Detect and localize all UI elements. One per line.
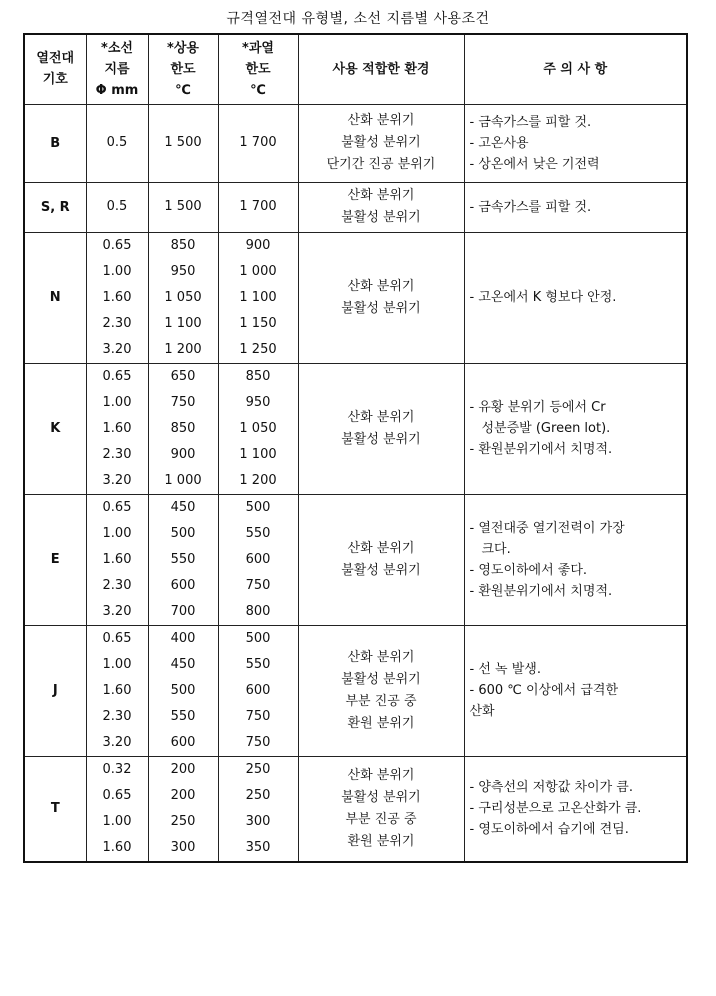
cell-line: 3.20 — [102, 734, 132, 750]
note-line: - 600 ℃ 이상에서 급격한 — [469, 683, 619, 698]
cell-line: 2.30 — [102, 446, 132, 462]
cell-line: 500 — [170, 682, 196, 698]
notes-cell — [464, 104, 687, 182]
cell-line: 1.00 — [102, 813, 132, 829]
over-limit-cell — [218, 232, 298, 363]
diameter-cell — [86, 756, 148, 862]
cell-line: 1 700 — [239, 135, 277, 150]
cell-line: 1 100 — [239, 289, 277, 305]
environment-cell — [298, 756, 464, 862]
cell-line: 1.60 — [102, 839, 132, 855]
cell-line: 850 — [245, 368, 271, 384]
document-title: 규격열전대 유형별, 소선 지름별 사용조건 — [226, 11, 490, 27]
environment-cell — [298, 104, 464, 182]
cell-line: 1.00 — [102, 525, 132, 541]
header-over-limit: *과열 한도 ℃ — [218, 34, 298, 104]
cell-line: 500 — [245, 630, 271, 646]
cell-line: 1.60 — [102, 682, 132, 698]
table-row — [24, 232, 687, 363]
cell-line: 950 — [245, 394, 271, 410]
cell-line: 900 — [170, 446, 196, 462]
cell-line: 0.65 — [102, 630, 132, 646]
diameter-cell — [86, 182, 148, 232]
cell-line: 불활성 분위기 — [341, 562, 421, 578]
environment-cell — [298, 625, 464, 756]
symbol-cell: T — [24, 756, 86, 862]
normal-limit-cell — [148, 363, 218, 494]
cell-line: 500 — [245, 499, 271, 515]
note-line: - 영도이하에서 습기에 견딤. — [469, 822, 629, 837]
note-line: - 금속가스를 피할 것. — [469, 114, 592, 130]
table-row — [24, 494, 687, 625]
cell-line: 750 — [245, 734, 271, 750]
cell-line: 불활성 분위기 — [341, 431, 421, 447]
cell-line: 산화 분위기 — [347, 278, 415, 294]
cell-line: 불활성 분위기 — [341, 300, 421, 316]
cell-line: 0.65 — [102, 787, 132, 803]
cell-line: 600 — [245, 682, 271, 698]
normal-limit-cell — [148, 182, 218, 232]
note-line: 크다. — [481, 541, 511, 557]
note-line: 성분증발 (Green lot). — [481, 421, 611, 436]
cell-line: 650 — [170, 368, 196, 384]
cell-line: 1 500 — [164, 135, 202, 150]
cell-line: 300 — [245, 813, 271, 829]
cell-line: 950 — [170, 263, 196, 279]
header-environment: 사용 적합한 환경 — [298, 34, 464, 104]
cell-line: 1 050 — [239, 420, 277, 436]
cell-line: 산화 분위기 — [347, 540, 415, 556]
over-limit-cell — [218, 104, 298, 182]
cell-line: 600 — [170, 577, 196, 593]
over-limit-cell — [218, 756, 298, 862]
cell-line: 300 — [170, 839, 196, 855]
cell-line: 500 — [170, 525, 196, 541]
cell-line: 1 700 — [239, 199, 277, 214]
note-line: - 상온에서 낮은 기전력 — [469, 156, 600, 172]
cell-line: 600 — [170, 734, 196, 750]
cell-line: 불활성 분위기 — [341, 210, 421, 225]
note-line: - 유황 분위기 등에서 Cr — [469, 400, 606, 415]
cell-line: 0.65 — [102, 368, 132, 384]
cell-line: 1 250 — [239, 341, 277, 357]
notes-cell — [464, 232, 687, 363]
cell-line: 불활성 분위기 — [341, 671, 421, 687]
table-row — [24, 625, 687, 756]
thermocouple-table — [23, 33, 688, 863]
cell-line: 1.00 — [102, 263, 132, 279]
cell-line: 1.60 — [102, 289, 132, 305]
diameter-cell — [86, 232, 148, 363]
normal-limit-cell — [148, 232, 218, 363]
cell-line: 3.20 — [102, 472, 132, 488]
cell-line: 산화 분위기 — [347, 409, 415, 425]
notes-cell — [464, 494, 687, 625]
cell-line: 0.5 — [106, 199, 128, 214]
diameter-cell — [86, 104, 148, 182]
cell-line: 1 000 — [239, 263, 277, 279]
symbol-cell: N — [24, 232, 86, 363]
cell-line: 불활성 분위기 — [341, 135, 421, 150]
cell-line: 750 — [170, 394, 196, 410]
cell-line: 0.32 — [102, 761, 132, 777]
cell-line: 450 — [170, 499, 196, 515]
environment-cell — [298, 232, 464, 363]
cell-line: 200 — [170, 761, 196, 777]
cell-line: 450 — [170, 656, 196, 672]
cell-line: 600 — [245, 551, 271, 567]
cell-line: 2.30 — [102, 315, 132, 331]
header-notes: 주 의 사 항 — [464, 34, 687, 104]
cell-line: 산화 분위기 — [347, 188, 415, 203]
cell-line: 1.00 — [102, 656, 132, 672]
note-line: - 고온사용 — [469, 135, 529, 151]
cell-line: 0.5 — [106, 135, 128, 150]
cell-line: 250 — [245, 787, 271, 803]
cell-line: 3.20 — [102, 341, 132, 357]
cell-line: 550 — [170, 551, 196, 567]
notes-cell — [464, 182, 687, 232]
note-line: - 구리성분으로 고온산화가 큼. — [469, 801, 642, 816]
cell-line: 1 150 — [239, 315, 277, 331]
cell-line: 1 100 — [239, 446, 277, 462]
normal-limit-cell — [148, 756, 218, 862]
diameter-cell — [86, 625, 148, 756]
note-line: - 영도이하에서 좋다. — [469, 562, 588, 578]
header-diameter: *소선 지름 Φ mm — [86, 34, 148, 104]
cell-line: 1 000 — [164, 472, 202, 488]
environment-cell — [298, 494, 464, 625]
cell-line: 850 — [170, 237, 196, 253]
table-row — [24, 182, 687, 232]
cell-line: 550 — [170, 708, 196, 724]
over-limit-cell — [218, 182, 298, 232]
symbol-cell: B — [24, 104, 86, 182]
cell-line: 환원 분위기 — [347, 833, 415, 849]
note-line: 산화 — [469, 704, 495, 719]
cell-line: 850 — [170, 420, 196, 436]
normal-limit-cell — [148, 104, 218, 182]
over-limit-cell — [218, 625, 298, 756]
table-row — [24, 363, 687, 494]
notes-cell — [464, 756, 687, 862]
cell-line: 800 — [245, 603, 271, 619]
cell-line: 700 — [170, 603, 196, 619]
cell-line: 1 200 — [164, 341, 202, 357]
note-line: - 양측선의 저항값 차이가 큼. — [469, 780, 633, 795]
cell-line: 1 100 — [164, 315, 202, 331]
cell-line: 환원 분위기 — [347, 715, 415, 731]
header-row — [24, 34, 687, 104]
note-line: - 열전대중 열기전력이 가장 — [469, 520, 625, 536]
cell-line: 400 — [170, 630, 196, 646]
cell-line: 산화 분위기 — [347, 113, 415, 128]
notes-cell — [464, 363, 687, 494]
cell-line: 1.60 — [102, 551, 132, 567]
cell-line: 1 050 — [164, 289, 202, 305]
environment-cell — [298, 182, 464, 232]
cell-line: 산화 분위기 — [347, 767, 415, 783]
cell-line: 750 — [245, 577, 271, 593]
cell-line: 1.00 — [102, 394, 132, 410]
cell-line: 단기간 진공 분위기 — [326, 157, 436, 172]
environment-cell — [298, 363, 464, 494]
cell-line: 부분 진공 중 — [345, 811, 417, 827]
note-line: - 환원분위기에서 치명적. — [469, 442, 613, 457]
over-limit-cell — [218, 363, 298, 494]
diameter-cell — [86, 494, 148, 625]
symbol-cell: J — [24, 625, 86, 756]
cell-line: 불활성 분위기 — [341, 789, 421, 805]
cell-line: 250 — [245, 761, 271, 777]
header-symbol: 열전대 기호 — [24, 34, 86, 104]
normal-limit-cell — [148, 494, 218, 625]
over-limit-cell — [218, 494, 298, 625]
cell-line: 350 — [245, 839, 271, 855]
cell-line: 550 — [245, 656, 271, 672]
cell-line: 0.65 — [102, 499, 132, 515]
symbol-cell: K — [24, 363, 86, 494]
cell-line: 1 500 — [164, 199, 202, 214]
diameter-cell — [86, 363, 148, 494]
note-line: - 환원분위기에서 치명적. — [469, 583, 613, 599]
cell-line: 250 — [170, 813, 196, 829]
cell-line: 550 — [245, 525, 271, 541]
note-line: - 고온에서 K 형보다 안정. — [469, 290, 617, 305]
table-row — [24, 104, 687, 182]
cell-line: 2.30 — [102, 577, 132, 593]
symbol-cell: E — [24, 494, 86, 625]
cell-line: 1.60 — [102, 420, 132, 436]
table-row — [24, 756, 687, 862]
header-normal-limit: *상용 한도 ℃ — [148, 34, 218, 104]
note-line: - 금속가스를 피할 것. — [469, 199, 592, 215]
note-line: - 선 녹 발생. — [469, 662, 541, 677]
cell-line: 0.65 — [102, 237, 132, 253]
cell-line: 부분 진공 중 — [345, 693, 417, 709]
cell-line: 750 — [245, 708, 271, 724]
symbol-cell: S, R — [24, 182, 86, 232]
cell-line: 200 — [170, 787, 196, 803]
cell-line: 2.30 — [102, 708, 132, 724]
cell-line: 산화 분위기 — [347, 649, 415, 665]
cell-line: 1 200 — [239, 472, 277, 488]
normal-limit-cell — [148, 625, 218, 756]
notes-cell — [464, 625, 687, 756]
cell-line: 3.20 — [102, 603, 132, 619]
cell-line: 900 — [245, 237, 271, 253]
